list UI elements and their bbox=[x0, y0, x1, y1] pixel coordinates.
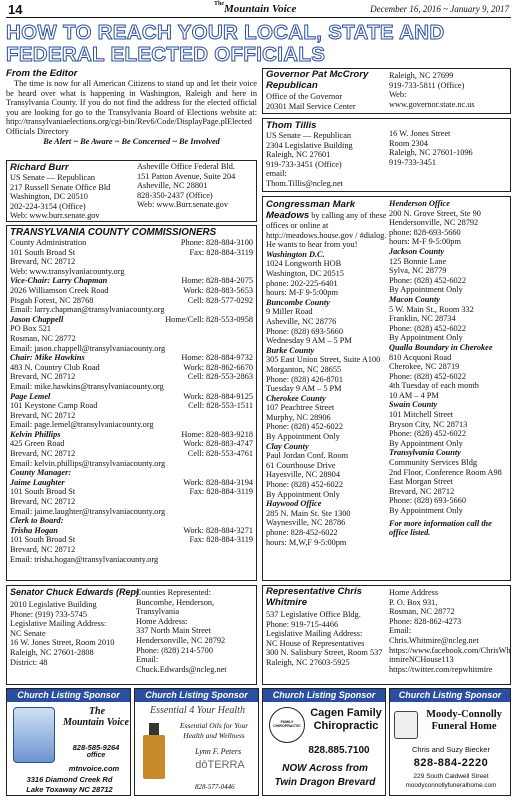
hawkins-home: Home: 828-884-9732 bbox=[181, 353, 253, 363]
hawkins-cell: Cell: 828-553-2863 bbox=[187, 372, 253, 382]
logo-small: The bbox=[214, 1, 225, 7]
meadows-burke: 305 East Union Street, Suite A100 Morganton, NC 28655 Phone: (828) 426-8701 Tuesday 9 AM – 5 PM bbox=[266, 355, 381, 394]
meadows-burke-label: Burke County bbox=[266, 345, 315, 355]
hogan-rest: Brevard, NC 28712 Email: trisha.hogan@transylvaniacounty.org bbox=[10, 545, 159, 564]
lemel-name: Page Lemel bbox=[10, 391, 51, 401]
sponsor-header: Church Listing Sponsor bbox=[135, 689, 258, 702]
sponsor-header: Church Listing Sponsor bbox=[7, 689, 130, 702]
sponsor-moody-connolly bbox=[389, 688, 511, 796]
lemel-work: Work: 828-884-9125 bbox=[183, 391, 253, 401]
mc-addr: 229 South Caldwell Street bbox=[413, 773, 489, 780]
phillips-cell: Cell: 828-553-4761 bbox=[187, 449, 253, 459]
whitmire-name: Representative Chris Whitmire bbox=[266, 586, 362, 608]
hawkins-work: Work: 828-862-6670 bbox=[183, 362, 253, 372]
meadows-macon: 5 W. Main St., Room 332 Franklin, NC 28734 Phone: (828) 452-6022 By Appointment Only bbox=[389, 304, 474, 343]
burr-right: Asheville Office Federal Bld. 151 Patton Avenue, Suite 204 Asheville, NC 28801 828-350-2437 (Office) Web: www.Burr.senate.gov bbox=[137, 162, 236, 210]
mv-phone: 828-585-9264 bbox=[72, 743, 120, 752]
whitmire-right: Home Address P. O. Box 931, Rosman, NC 28772 Phone: 828-862-4273 Email: Chris.Whitmire@ncleg.net https://www.facebook.com/ChrisWhitmireNCHouse113 https://twitter.com/repwhitmire bbox=[389, 588, 511, 674]
chapman-email: Email: larry.chapman@transylvaniacounty.org bbox=[10, 305, 165, 315]
masthead-logo: Mountain Voice bbox=[224, 3, 297, 15]
edwards-right: Counties Represented: Buncombe, Henderson, Transylvania Home Address: 337 North Main Street Hendersonville, NC 28792 Phone: (828) 214-5700 Email: Chuck.Edwards@ncleg.net bbox=[136, 588, 227, 674]
meadows-transylvania: Community Services Bldg 2nd Floor, Conference Room A98 East Morgan Street Brevard, NC 28712 Phone: (828) 693-5660 By Appointment Only bbox=[389, 458, 502, 515]
meadows-buncombe-label: Buncombe County bbox=[266, 297, 330, 307]
issue-date: December 16, 2016 ~ January 9, 2017 bbox=[370, 4, 509, 14]
meadows-dc: 1024 Longworth HOB Washington, DC 20515 phone: 202-225-6401 hours: M-F 9-5:00pm bbox=[266, 259, 344, 298]
meadows-transylvania-label: Transylvania County bbox=[389, 448, 461, 458]
meadows-henderson: 200 N. Grove Street, Ste 90 Hendersonville, NC 28792 phone: 828-693-5660 hours: M-F 9-5:00pm bbox=[389, 208, 481, 247]
eh-person: Lynn F. Peters bbox=[195, 747, 242, 756]
editor-heading: From the Editor bbox=[6, 68, 78, 79]
tillis-box bbox=[262, 118, 511, 192]
meadows-cherokee: 107 Peachtree Street Murphy, NC 28906 Phone: (828) 452-6022 By Appointment Only bbox=[266, 403, 343, 442]
mc-phone: 828-884-2220 bbox=[413, 757, 489, 769]
chapman-home: Home: 828-884-2075 bbox=[181, 276, 253, 286]
cagen-across2: Twin Dragon Brevard bbox=[274, 777, 376, 788]
whitmire-box bbox=[262, 585, 511, 685]
chapman-cell: Cell: 828-577-0292 bbox=[187, 295, 253, 305]
editor-body: The time is now for all American Citizens to stand up and let their voice be heard over what is happening in Washington, Raleigh and here in Transylvania County. If you do not find the address for the elected official you are looking for go to the Transylvania Board of Elections website at: http://transylvaniaelections.org/cgi-bin/Rev6/Code/DisplayPage.plElected Officials Directory bbox=[6, 79, 257, 136]
tillis-right: 16 W. Jones Street Room 2304 Raleigh, NC 27601-1096 919-733-3451 bbox=[389, 129, 473, 167]
meadows-intro: by calling any of these offices or online at http://meadows.house.gov / #dialog. He wants to hear from you! bbox=[266, 211, 387, 250]
editor-section bbox=[6, 68, 257, 160]
burr-box bbox=[6, 160, 257, 222]
meadows-cherokee-label: Cherokee County bbox=[266, 393, 326, 403]
hogan-name: Trisha Hogan bbox=[10, 525, 58, 535]
masthead bbox=[6, 2, 511, 18]
oil-bottle-icon bbox=[143, 723, 165, 781]
lemel-rest: Brevard, NC 28712 Email: page.lemel@transylvaniacounty.org bbox=[10, 410, 154, 430]
burr-left: US Senate — Republican 217 Russell Senate Office Bld Washington, DC 20510 202-224-3154 (Office) Web: www.burr.senate.gov bbox=[10, 173, 111, 221]
clerk-label: Clerk to Board: bbox=[10, 516, 64, 526]
meadows-dc-label: Washington D.C. bbox=[266, 249, 325, 259]
phillips-home: Home: 828-883-9218 bbox=[181, 429, 253, 439]
meadows-macon-label: Macon County bbox=[389, 294, 440, 304]
mccrory-right: Raleigh, NC 27699 919-733-5811 (Office) Web: www.governor.state.nc.us bbox=[389, 71, 475, 109]
headline-line2: FEDERAL ELECTED OFFICIALS bbox=[6, 43, 326, 66]
chapman-name: Vice-Chair: Larry Chapman bbox=[10, 276, 108, 286]
laughter-name: Jaime Laughter bbox=[10, 477, 65, 487]
meadows-clay-label: Clay County bbox=[266, 441, 309, 451]
meadows-haywood-label: Haywood Office bbox=[266, 499, 322, 509]
eh-title: Essential 4 Your Health bbox=[150, 705, 245, 716]
meadows-jackson-label: Jackson County bbox=[389, 246, 445, 256]
meadows-henderson-label: Henderson Office bbox=[389, 199, 450, 208]
phillips-city: Brevard, NC 28712 bbox=[10, 449, 76, 459]
county-admin-phone: Phone: 828-884-3100 bbox=[180, 238, 253, 247]
county-admin-fax: Fax: 828-884-3119 bbox=[189, 247, 253, 257]
hawkins-address: 483 N. Country Club Road bbox=[10, 362, 100, 372]
phillips-name: Kelvin Phillips bbox=[10, 429, 61, 439]
mv-web: mtnvoice.com bbox=[68, 764, 120, 773]
page-number: 14 bbox=[8, 2, 23, 17]
mccrory-name: Governor Pat McCrory Republican bbox=[266, 69, 369, 91]
lemel-cell: Cell: 828-553-1511 bbox=[188, 401, 253, 411]
manager-label: County Manager: bbox=[10, 468, 72, 478]
sponsor-header: Church Listing Sponsor bbox=[390, 689, 510, 702]
mc-name: Moody-Connolly Funeral Home bbox=[426, 709, 502, 732]
meadows-buncombe: 9 Miller Road Asheville, NC 28776 Phone: (828) 693-5660 Wednesday 9 AM – 5 PM bbox=[266, 307, 352, 346]
edwards-name: Senator Chuck Edwards (Rep) bbox=[10, 587, 140, 597]
hogan-fax: Fax: 828-884-3119 bbox=[189, 535, 253, 545]
hawkins-name: Chair: Mike Hawkins bbox=[10, 353, 85, 363]
cagen-name: Cagen Family Chiropractic bbox=[310, 707, 382, 732]
funeral-home-logo-icon bbox=[394, 711, 418, 739]
cagen-ring: FAMILY CHIROPRACTIC bbox=[273, 720, 301, 728]
meadows-swain-label: Swain County bbox=[389, 400, 438, 410]
mc-web: moodyconnollyfuneralhome.com bbox=[405, 782, 497, 789]
sponsor-header: Church Listing Sponsor bbox=[263, 689, 385, 702]
eh-phone: 828-577-0446 bbox=[195, 783, 235, 791]
county-admin: County Administration bbox=[10, 238, 87, 247]
chappell-phone: Home/Cell: 828-553-0958 bbox=[165, 314, 253, 324]
meadows-qualla: 810 Acquoni Road Cherokee, NC 28719 Phone: (828) 452-6022 4th Tuesday of each month 10 AM – 4 PM bbox=[389, 352, 479, 400]
county-box bbox=[6, 225, 257, 581]
chapman-work: Work: 828-883-5653 bbox=[183, 285, 253, 295]
mccrory-box bbox=[262, 68, 511, 114]
meadows-box bbox=[262, 196, 511, 581]
hogan-address: 101 South Broad St bbox=[10, 535, 76, 545]
editor-tagline: Be Alert ~ Be Aware ~ Be Concerned ~ Be Involved bbox=[43, 136, 220, 146]
meadows-left-col bbox=[266, 199, 388, 547]
meadows-swain: 101 Mitchell Street Bryson City, NC 28713 Phone: (828) 452-6022 By Appointment Only bbox=[389, 410, 468, 448]
burr-name: Richard Burr bbox=[10, 162, 69, 173]
sponsor-cagen bbox=[262, 688, 386, 796]
laughter-rest: Brevard, NC 28712 Email: jaime.laughter@transylvaniacounty.org bbox=[10, 497, 166, 516]
tillis-name: Thom Tillis bbox=[266, 120, 317, 131]
hogan-work: Work: 828-884-3271 bbox=[183, 525, 253, 535]
meadows-more-info: For more information call the office listed. bbox=[389, 518, 492, 538]
mv-office: office bbox=[86, 752, 106, 759]
meadows-clay: Paul Jordan Conf. Room 61 Courthouse Drive Hayesville, NC 28904 Phone: (828) 452-6022 By Appointment Only bbox=[266, 451, 349, 499]
edwards-box bbox=[6, 585, 257, 685]
laughter-fax: Fax: 828-884-3119 bbox=[189, 487, 253, 497]
cagen-phone: 828.885.7100 bbox=[308, 745, 370, 756]
chapman-city: Pisgah Forest, NC 28768 bbox=[10, 295, 94, 305]
headline bbox=[6, 22, 511, 68]
lemel-address: 101 Keystone Camp Road bbox=[10, 401, 98, 411]
eh-sub: Essential Oils for Your Health and Wellness bbox=[179, 721, 249, 740]
sponsor-essential bbox=[134, 688, 259, 796]
chapman-address: 2026 Williamson Creek Road bbox=[10, 285, 109, 295]
meadows-haywood: 285 N. Main St. Ste 1300 Waynesville, NC 28786 phone: 828-452-6022 hours: M,W,F 9-5:00pm bbox=[266, 508, 351, 547]
meadows-right-col bbox=[389, 199, 510, 538]
headline-line1: HOW TO REACH YOUR LOCAL, STATE AND bbox=[6, 21, 445, 44]
eh-brand: dōTERRA bbox=[195, 759, 245, 771]
phillips-work: Work: 828-883-4747 bbox=[183, 439, 253, 449]
chappell-name: Jason Chappell bbox=[10, 314, 64, 324]
phillips-address: 425 Green Road bbox=[10, 439, 65, 449]
phillips-email: Email: kelvin.phillips@transylvaniacounty.org bbox=[10, 458, 166, 468]
edwards-left: 2010 Legislative Building Phone: (919) 733-5745 Legislative Mailing Address: NC Senate 16 W. Jones Street, Room 2010 Raleigh, NC 27601-2808 District: 48 bbox=[10, 600, 115, 667]
hawkins-email: Email: mike.hawkins@transylvaniacounty.org bbox=[10, 381, 164, 391]
county-admin-rest: Brevard, NC 28712 Web: www.transylvaniacounty.org bbox=[10, 257, 125, 276]
mountain-voice-logo-icon bbox=[13, 707, 55, 763]
sponsor-mountain-voice bbox=[6, 688, 131, 796]
whitmire-left: 537 Legislative Office Bldg. Phone: 919-715-4466 Legislative Mailing Address: NC House of Representatives 300 N. Salisbury Street, Room 537 Raleigh, NC 27603-5925 bbox=[266, 610, 383, 667]
meadows-jackson: 125 Bonnie Lane Sylva, NC 28779 Phone: (828) 452-6022 By Appointment Only bbox=[389, 256, 466, 295]
mv-the: The bbox=[88, 706, 106, 717]
meadows-qualla-label: Qualla Boundary in Cherokee bbox=[389, 342, 493, 352]
cagen-across1: NOW Across from bbox=[282, 763, 368, 774]
tillis-left: US Senate — Republican 2304 Legislative Building Raleigh, NC 27601 919-733-3451 (Office) email: Thom.Tillis@ncleg.net bbox=[266, 131, 353, 188]
laughter-work: Work: 828-884-3194 bbox=[183, 477, 253, 487]
meadows-name: Congressman Mark Meadows bbox=[266, 199, 356, 221]
mv-name: Mountain Voice bbox=[63, 717, 129, 728]
hawkins-city: Brevard, NC 28712 bbox=[10, 372, 76, 382]
mv-addr2: Lake Toxaway NC 28712 bbox=[26, 785, 113, 794]
chappell-rest: PO Box 521 Rosman, NC 28772 Email: jason.chappell@transylvaniacounty.org bbox=[10, 324, 166, 353]
mv-addr1: 3316 Diamond Creek Rd bbox=[26, 775, 113, 784]
mccrory-left: Office of the Governor 20301 Mail Service Center bbox=[266, 92, 356, 111]
mc-people: Chris and Suzy Biecker bbox=[412, 745, 490, 754]
county-heading: TRANSYLVANIA COUNTY COMMISSIONERS bbox=[10, 227, 217, 238]
county-admin-address: 101 South Broad St bbox=[10, 247, 76, 257]
laughter-address: 101 South Broad St bbox=[10, 487, 76, 497]
